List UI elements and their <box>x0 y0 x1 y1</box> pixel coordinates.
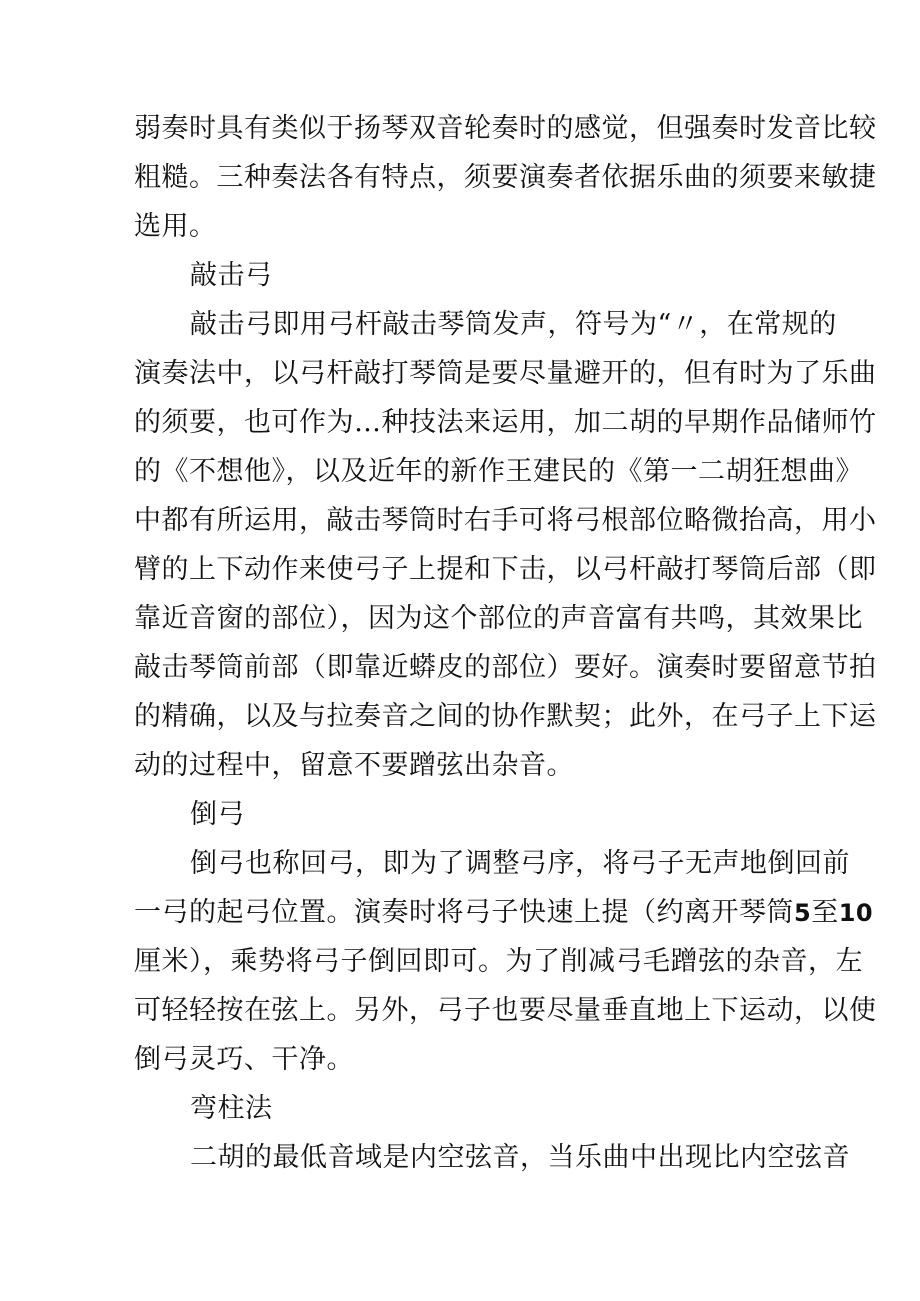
paragraph-text: 一弓的起弓位置。演奏时将弓子快速上提（约离开琴筒 <box>134 897 794 928</box>
paragraph-line: 动的过程中，留意不要蹭弦出杂音。 <box>134 750 574 781</box>
paragraph-line: 敲击弓即用弓杆敲击琴筒发声，符号为“〃，在常规的 <box>190 309 837 340</box>
number-value: 10 <box>838 899 874 927</box>
paragraph-text: 至 <box>811 897 839 928</box>
paragraph-line: 粗糙。三种奏法各有特点，须要演奏者依据乐曲的须要来敏捷 <box>134 162 877 193</box>
paragraph-line: 臂的上下动作来使弓子上提和下击，以弓杆敲打琴筒后部（即 <box>134 554 877 585</box>
paragraph-line: 的须要，也可作为…种技法来运用，加二胡的早期作品储师竹 <box>134 407 877 438</box>
paragraph-line: 靠近音窗的部位），因为这个部位的声音富有共鸣，其效果比 <box>134 603 863 634</box>
paragraph-line: 倒弓也称回弓，即为了调整弓序，将弓子无声地倒回前 <box>190 848 850 879</box>
paragraph-line: 弱奏时具有类似于扬琴双音轮奏时的感觉，但强奏时发音比较 <box>134 113 877 144</box>
paragraph-line: 的精确，以及与拉奏音之间的协作默契；此外，在弓子上下运 <box>134 701 877 732</box>
section-heading-wanzhu: 弯柱法 <box>190 1093 273 1124</box>
paragraph-line: 倒弓灵巧、干净。 <box>134 1044 354 1075</box>
paragraph-line: 可轻轻按在弦上。另外，弓子也要尽量垂直地上下运动，以使 <box>134 995 877 1026</box>
paragraph-line: 二胡的最低音域是内空弦音，当乐曲中出现比内空弦音 <box>190 1142 850 1173</box>
paragraph-line: 演奏法中，以弓杆敲打琴筒是要尽量避开的，但有时为了乐曲 <box>134 358 877 389</box>
section-heading-daogong: 倒弓 <box>190 799 245 830</box>
paragraph-line: 的《不想他》，以及近年的新作王建民的《第一二胡狂想曲》 <box>134 456 863 487</box>
paragraph-line: 厘米），乘势将弓子倒回即可。为了削减弓毛蹭弦的杂音，左 <box>134 946 863 977</box>
section-heading-qiaoji: 敲击弓 <box>190 260 273 291</box>
paragraph-line: 选用。 <box>134 211 217 242</box>
number-value: 5 <box>794 899 812 927</box>
paragraph-line: 中都有所运用，敲击琴筒时右手可将弓根部位略微抬高，用小 <box>134 505 877 536</box>
paragraph-line: 敲击琴筒前部（即靠近蟒皮的部位）要好。演奏时要留意节拍 <box>134 652 877 683</box>
paragraph-line <box>134 896 873 930</box>
